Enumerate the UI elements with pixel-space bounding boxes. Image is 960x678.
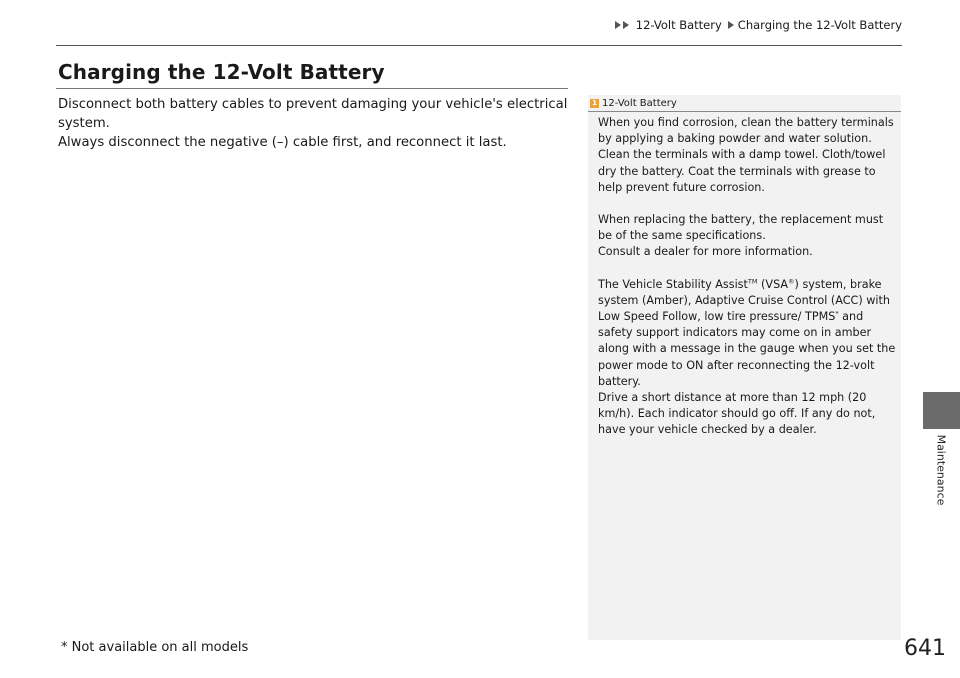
body-line-1: Disconnect both battery cables to prevent damaging your vehicle's electrical system. <box>58 97 568 131</box>
para3-text-c: ) system, brake system (Amber), Adaptive Cruise Control (ACC) with Low Speed Follow, low tire pressure/ TPMS <box>598 277 891 324</box>
section-tab-label <box>923 430 960 510</box>
sidebar-para-2: When replacing the battery, the replacement must be of the same specifications. <box>598 213 884 243</box>
section-tab-text: Maintenance <box>934 434 948 506</box>
breadcrumb-arrow-icon <box>615 21 630 29</box>
sidebar-heading <box>590 98 677 109</box>
body-line-2: Always disconnect the negative (–) cable first, and reconnect it last. <box>58 135 507 150</box>
breadcrumb-separator-icon <box>728 21 734 29</box>
footnote: * Not available on all models <box>61 640 249 655</box>
sidebar-para-3 <box>598 277 898 390</box>
sidebar-para-2b: Consult a dealer for more information. <box>598 245 813 259</box>
breadcrumb <box>615 18 902 32</box>
para3-text-d: and safety support indicators may come on in amber along with a message in the gauge when you set the power mode to ON after reconnecting the 12-volt battery. <box>598 310 896 388</box>
footnote-star: * <box>835 309 839 318</box>
reference-icon: 1 <box>590 99 599 108</box>
para3-text-a: The Vehicle Stability Assist <box>598 277 748 291</box>
main-body <box>58 95 578 152</box>
sidebar-para-4: Drive a short distance at more than 12 mph (20 km/h). Each indicator should go off. If any do not, have your vehicle checked by a dealer. <box>598 391 876 437</box>
sidebar-note <box>588 95 901 640</box>
sidebar-heading-text: 12-Volt Battery <box>602 98 677 109</box>
header-divider <box>56 45 902 46</box>
section-tab-marker[interactable] <box>923 392 960 429</box>
para3-text-b: (VSA <box>757 277 789 291</box>
registered-mark: ® <box>788 276 795 285</box>
page-number: 641 <box>904 636 946 661</box>
page-title: Charging the 12-Volt Battery <box>58 60 385 84</box>
sidebar-divider <box>588 111 901 112</box>
sidebar-para-1: When you find corrosion, clean the battery terminals by applying a baking powder and water solution. Clean the terminals with a damp towel. Cloth/towel dry the battery. Coat the terminals with grease to help prevent future corrosion. <box>598 116 894 194</box>
trademark-mark: TM <box>747 276 758 285</box>
title-divider <box>56 88 568 89</box>
breadcrumb-link-battery[interactable]: 12-Volt Battery <box>635 18 722 32</box>
breadcrumb-current: Charging the 12-Volt Battery <box>737 18 902 32</box>
sidebar-body <box>598 115 898 455</box>
